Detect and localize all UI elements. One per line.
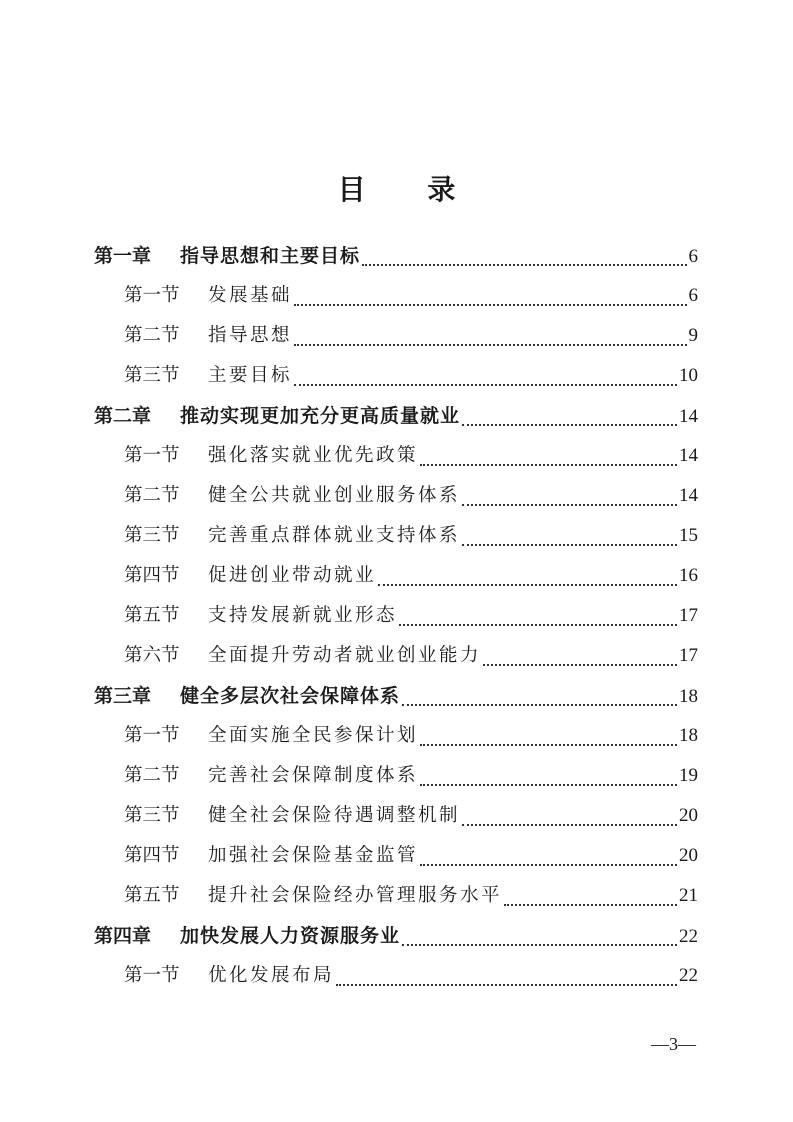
toc-entry-title: 主要目标 [208,365,293,386]
toc-entry-page: 6 [688,285,698,306]
toc-entry-label: 第二章 [94,405,152,427]
toc-chapter-2[interactable] [94,396,698,436]
toc-leader-dots [294,384,677,386]
toc-entry-title: 提升社会保险经办管理服务水平 [208,885,503,906]
toc-leader-dots [402,944,677,946]
toc-entry-page: 9 [688,325,698,346]
toc-entry-title: 强化落实就业优先政策 [208,445,419,466]
toc-entry-page: 19 [679,765,698,786]
toc-section-2-2[interactable] [124,476,698,516]
toc-section-4-1[interactable] [124,956,698,996]
page-number: —3— [651,1034,696,1054]
toc-entry-label: 第一节 [124,285,180,306]
toc-entry-title: 指导思想 [208,325,293,346]
toc-section-3-5[interactable] [124,876,698,916]
toc-section-2-5[interactable] [124,596,698,636]
toc-entry-page: 18 [679,686,698,707]
toc-leader-dots [462,504,677,506]
toc-entry-page: 14 [679,445,698,466]
toc-leader-dots [483,664,677,666]
toc-leader-dots [462,424,677,426]
toc-section-1-1[interactable] [124,276,698,316]
toc-entry-label: 第六节 [124,645,180,666]
toc-entry-label: 第四节 [124,845,180,866]
toc-leader-dots [336,984,677,986]
toc-leader-dots [399,624,677,626]
toc-entry-title: 完善重点群体就业支持体系 [208,525,461,546]
toc-section-3-3[interactable] [124,796,698,836]
toc-entry-title: 加强社会保险基金监管 [208,845,419,866]
toc-title: 目 录 [337,173,482,206]
toc-section-1-2[interactable] [124,316,698,356]
toc-entry-label: 第三章 [94,685,152,707]
toc-leader-dots [420,744,677,746]
toc-entry-title: 健全公共就业创业服务体系 [208,485,461,506]
toc-entry-label: 第五节 [124,885,180,906]
toc-section-3-1[interactable] [124,716,698,756]
toc-leader-dots [462,544,677,546]
toc-leader-dots [294,344,686,346]
toc-leader-dots [362,264,686,266]
toc-leader-dots [504,904,677,906]
toc-entry-page: 18 [679,725,698,746]
toc-entry-title: 全面提升劳动者就业创业能力 [208,645,482,666]
toc-entry-title: 健全社会保险待遇调整机制 [208,805,461,826]
toc-entry-title: 加快发展人力资源服务业 [180,925,401,947]
toc-section-3-4[interactable] [124,836,698,876]
toc-entry-page: 22 [679,926,698,947]
toc-entry-label: 第四章 [94,925,152,947]
toc-entry-label: 第二节 [124,325,180,346]
toc-leader-dots [420,864,677,866]
toc-entry-label: 第一章 [94,245,152,267]
toc-entry-label: 第五节 [124,605,180,626]
toc-entry-page: 10 [679,365,698,386]
toc-entry-page: 21 [679,885,698,906]
toc-entry-page: 6 [688,246,698,267]
toc-entry-title: 优化发展布局 [208,965,335,986]
toc-entry-label: 第三节 [124,525,180,546]
toc-entry-title: 支持发展新就业形态 [208,605,398,626]
toc-entry-title: 全面实施全民参保计划 [208,725,419,746]
toc-entry-page: 17 [679,645,698,666]
toc-entry-page: 14 [679,485,698,506]
toc-entry-title: 促进创业带动就业 [208,565,377,586]
toc-entry-page: 15 [679,525,698,546]
toc-leader-dots [462,824,677,826]
toc-section-2-3[interactable] [124,516,698,556]
toc-entry-title: 发展基础 [208,285,293,306]
toc-entry-title: 指导思想和主要目标 [180,245,361,267]
toc-entry-label: 第一节 [124,725,180,746]
toc-chapter-1[interactable] [94,236,698,276]
toc-entry-page: 22 [679,965,698,986]
toc-entry-title: 健全多层次社会保障体系 [180,685,401,707]
toc-entry-page: 14 [679,406,698,427]
toc-section-2-1[interactable] [124,436,698,476]
toc-leader-dots [294,304,686,306]
toc-section-3-2[interactable] [124,756,698,796]
toc-section-2-6[interactable] [124,636,698,676]
toc-entry-page: 17 [679,605,698,626]
toc-chapter-3[interactable] [94,676,698,716]
toc-leader-dots [378,584,677,586]
toc-entry-page: 20 [679,805,698,826]
toc-entry-page: 20 [679,845,698,866]
toc-section-1-3[interactable] [124,356,698,396]
toc-leader-dots [402,704,677,706]
toc-entry-title: 完善社会保障制度体系 [208,765,419,786]
toc-entry-label: 第三节 [124,365,180,386]
toc-entry-label: 第四节 [124,565,180,586]
toc-entry-label: 第三节 [124,805,180,826]
toc-entry-label: 第二节 [124,765,180,786]
toc-entry-title: 推动实现更加充分更高质量就业 [180,405,461,427]
toc-entry-label: 第一节 [124,445,180,466]
toc-entry-page: 16 [679,565,698,586]
toc-entry-label: 第一节 [124,965,180,986]
toc-chapter-4[interactable] [94,916,698,956]
toc-leader-dots [420,784,677,786]
toc-section-2-4[interactable] [124,556,698,596]
toc-leader-dots [420,464,677,466]
toc-entry-label: 第二节 [124,485,180,506]
